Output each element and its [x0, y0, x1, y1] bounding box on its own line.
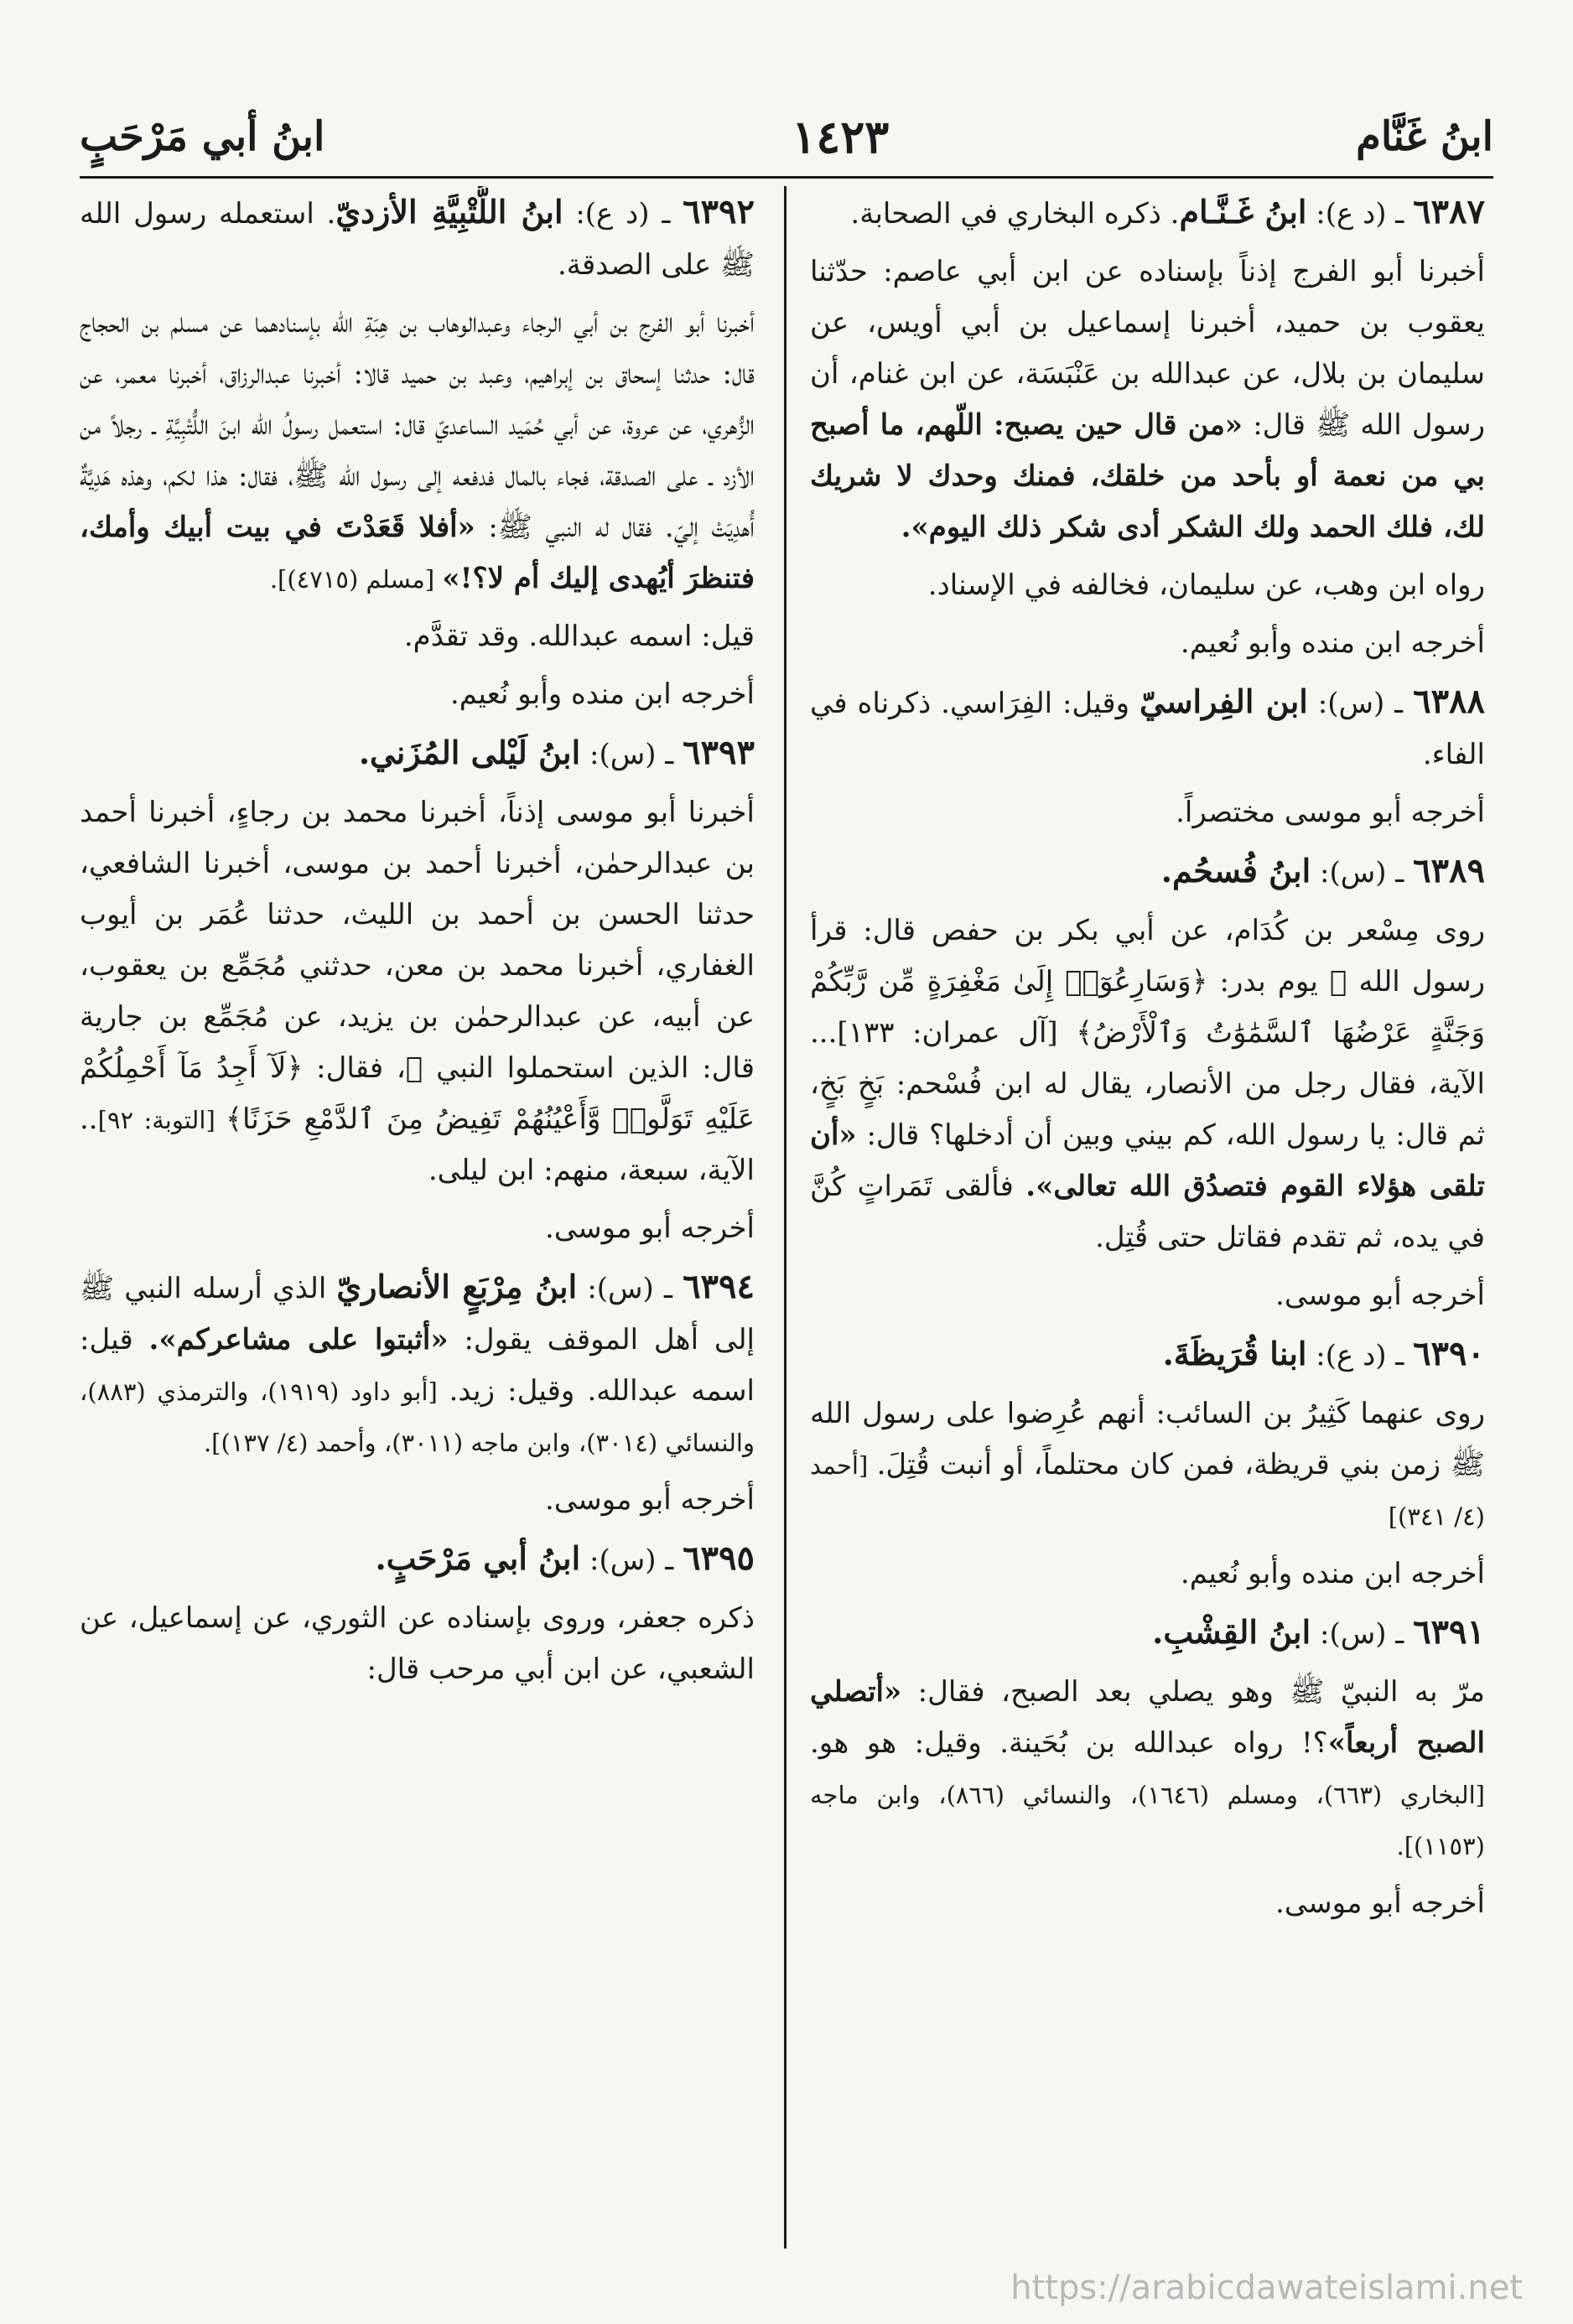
paragraph: أخرجه أبو موسى.	[545, 1483, 755, 1517]
entry-name: ابن الفِراسيّ	[1140, 682, 1308, 720]
paragraph	[810, 1667, 1485, 1871]
paragraph: أخرجه أبو موسى مختصراً.	[1176, 796, 1485, 829]
entry-6388	[810, 676, 1485, 838]
narration-text: أخبرنا أبو الفرج إذناً بإسناده عن ابن أبي عاصم: حدّثنا يعقوب بن حميد، أخبرنا إسماعيل بن أبي أويس، عن سليمان بن بلال، عن عبدالله بن عَنْبَسَة، عن ابن غنام، أن رسول الله ﷺ قال:	[810, 255, 1485, 442]
entry-heading	[810, 186, 1485, 240]
source-reference: [مسلم (٤٧١٥)].	[269, 565, 443, 594]
entry-code: ـ (د ع):	[1306, 1339, 1414, 1372]
entry-heading	[80, 1261, 755, 1468]
paragraph: أخرجه أبو موسى.	[545, 1211, 755, 1245]
paragraph	[810, 246, 1485, 553]
entry-heading	[810, 1328, 1485, 1382]
paragraph: أخرجه ابن منده وأبو نُعيم.	[1180, 1557, 1485, 1590]
paragraph: قيل: اسمه عبدالله. وقد تقدَّم.	[403, 620, 755, 653]
narration-text: مرّ به النبيّ ﷺ وهو يصلي بعد الصبح، فقال:	[901, 1675, 1485, 1709]
entry-number: ٦٣٩٠	[1413, 1334, 1485, 1373]
entry-number: ٦٣٩٥	[683, 1538, 755, 1578]
entry-6390	[810, 1328, 1485, 1600]
entry-code: ـ (س):	[1311, 856, 1414, 890]
paragraph	[80, 298, 755, 604]
source-reference: [أبو داود (١٩١٩)، والترمذي (٨٨٣)، والنسائي (٣٠١٤)، وابن ماجه (٣٠١١)، وأحمد (٤/ ١٣٧)].	[80, 1377, 755, 1457]
source-reference: [أحمد (٤/ ٣٤١)]	[810, 1451, 1485, 1531]
entry-name: ابنُ غَـنَّـام	[1179, 193, 1307, 231]
entry-description: . ذكره البخاري في الصحابة.	[850, 197, 1180, 231]
entry-code: ـ (س):	[577, 1272, 683, 1305]
entry-number: ٦٣٩٤	[683, 1267, 755, 1306]
entry-code: ـ (د ع):	[1306, 197, 1414, 231]
entry-heading	[80, 1533, 755, 1586]
entry-name: ابنُ القِشْبِ.	[1152, 1613, 1311, 1651]
entry-6387	[810, 186, 1485, 669]
paragraph: أخرجه أبو موسى.	[1275, 1279, 1485, 1312]
entry-code: ـ (د ع):	[563, 197, 683, 231]
running-header	[80, 96, 1493, 179]
narration-text: روى مِسْعر بن كُدَام، عن أبي بكر بن حفص قال: قرأ رسول الله ﷺ يوم بدر: ﴿وَسَارِعُوٓا۟ إِلَىٰ مَغْفِرَةٍ مِّن رَّبِّكُمْ وَجَنَّةٍ عَرْضُهَا ٱلسَّمَٰوَٰتُ وَٱلْأَرْضُ﴾ [آل عمران: ١٣٣]... الآية، فقال رجل من الأنصار، يقال له ابن فُسْحم: بَخٍ بَخٍ، ثم قال: يا رسول الله، كم بيني وبين أن أدخلها؟ قال:	[810, 914, 1485, 1152]
narration-text: ؟! رواه عبدالله بن بُحَينة. وقيل: هو هو.	[810, 1726, 1328, 1760]
paragraph: أخرجه أبو موسى.	[1275, 1886, 1485, 1920]
entry-description: قيل: اسمه عبدالله. وقيل: زيد.	[80, 1323, 755, 1408]
paragraph	[810, 905, 1485, 1263]
entry-description: وقيل: الفِرَاسي. ذكرناه في الفاء.	[810, 687, 1485, 771]
source-reference: [البخاري (٦٦٣)، ومسلم (١٦٤٦)، والنسائي (٨٦٦)، وابن ماجه (١١٥٣)].	[810, 1781, 1485, 1860]
paragraph: رواه ابن وهب، عن سليمان، فخالفه في الإسناد.	[927, 568, 1485, 602]
page-number: ١٤٢٣	[792, 109, 890, 163]
entry-heading	[80, 186, 755, 291]
paragraph: أخرجه ابن منده وأبو نُعيم.	[449, 677, 755, 711]
entry-number: ٦٣٩٢	[683, 192, 755, 231]
entry-code: ـ (س):	[580, 1543, 683, 1577]
entry-heading	[810, 1606, 1485, 1660]
entry-heading	[810, 676, 1485, 781]
entry-code: ـ (س):	[580, 738, 683, 771]
entry-name: ابنُ مِرْبَعٍ الأنصاريّ	[336, 1268, 578, 1305]
entry-code: ـ (س):	[1311, 1617, 1414, 1651]
hadith-quote: «أتصلي الصبح أربعاً»	[810, 1675, 1485, 1760]
entry-name: ابنُ أبي مَرْحَبٍ.	[375, 1539, 581, 1577]
header-right-title: ابنُ غَنَّام	[1356, 112, 1493, 160]
entry-number: ٦٣٩١	[1413, 1612, 1485, 1652]
entry-code: ـ (س):	[1307, 687, 1414, 720]
narration-text: أخبرنا أبو الفرج بن أبي الرجاء وعبدالوهاب بن هِبَةِ الله بإسنادهما عن مسلم بن الحجاج قال: حدثنا إسحاق بن إبراهيم، وعبد بن حميد قالا: أخبرنا عبدالرزاق، أخبرنا معمر، عن الزُّهري، عن عروة، عن أبي حُمَيد الساعديّ قال: استعمل رسولُ الله ابنَ اللُّتْبِيَّةِ ـ رجلاً من الأزد ـ على الصدقة، فجاء بالمال فدفعه إلى رسول الله ﷺ، فقال: هذا لكم، وهذه هَدِيَّةٌ أُهدِيَتْ إليّ. فقال له النبي ﷺ:	[80, 306, 755, 544]
right-column	[810, 186, 1485, 2257]
entry-6395	[80, 1533, 755, 1695]
entry-name: ابنا قُرَيظَةَ.	[1162, 1335, 1307, 1372]
paragraph	[810, 1388, 1485, 1542]
entry-name: ابنُ اللُّتْبِيَّةِ الأزديّ	[335, 193, 563, 231]
entry-number: ٦٣٨٨	[1413, 682, 1485, 721]
header-left-title: ابنُ أبي مَرْحَبٍ	[80, 112, 325, 160]
source-reference: [التوبة: ٩٢]	[97, 1106, 226, 1134]
entry-6392	[80, 186, 755, 720]
entry-name: ابنُ لَيْلى المُزَني.	[358, 734, 581, 771]
entry-heading	[810, 845, 1485, 899]
paragraph: أخرجه ابن منده وأبو نُعيم.	[1180, 626, 1485, 660]
entry-description: . استعمله رسول الله ﷺ على الصدقة.	[80, 197, 755, 282]
paragraph	[80, 787, 755, 1196]
entry-6391	[810, 1606, 1485, 1929]
hadith-quote: «من قال حين يصبح: اللّهم، ما أصبح بي من نعمة أو بأحد من خلقك، فمنك وحدك لا شريك لك، فلك الحمد ولك الشكر أدى شكر ذلك اليوم».	[810, 408, 1485, 544]
column-divider	[784, 186, 786, 2249]
entry-name: ابنُ فُسحُم.	[1160, 852, 1311, 890]
entry-number: ٦٣٨٧	[1413, 192, 1485, 231]
entry-6394	[80, 1261, 755, 1526]
left-column	[80, 186, 755, 2257]
entry-6393	[80, 727, 755, 1254]
quran-quote: ﴿لَآ أَجِدُ مَآ أَحْمِلُكُمْ عَلَيْهِ تَوَلَّوا۟ وَّأَعْيُنُهُمْ تَفِيضُ مِنَ ٱلدَّمْعِ حَزَنًا﴾	[80, 1051, 755, 1136]
entry-description: الذي أرسله النبي ﷺ إلى أهل الموقف يقول:	[80, 1272, 755, 1357]
hadith-quote: «أن تلقى هؤلاء القوم فتصدُق الله تعالى».	[810, 1118, 1485, 1203]
hadith-quote: «أثبتوا على مشاعركم».	[148, 1323, 449, 1357]
narration-text: فألقى تَمَراتٍ كُنَّ في يده، ثم تقدم فقاتل حتى قُتِل.	[810, 1170, 1485, 1254]
paragraph: ذكره جعفر، وروى بإسناده عن الثوري، عن إسماعيل، عن الشعبي، عن ابن أبي مرحب قال:	[80, 1601, 755, 1686]
narration-text: روى عنهما كَثِيرُ بن السائب: أنهم عُرِضوا على رسول الله ﷺ زمن بني قريظة، فمن كان محتلماً، أو أنبت قُتِلَ.	[810, 1397, 1485, 1481]
entry-heading	[80, 727, 755, 781]
narration-text: أخبرنا أبو موسى إذناً، أخبرنا محمد بن رجاءٍ، أخبرنا أحمد بن عبدالرحمٰن، أخبرنا أحمد بن موسى، أخبرنا الشافعي، حدثنا الحسن بن أحمد بن الليث، حدثنا عُمَر بن أيوب الغفاري، أخبرنا محمد بن معن، حدثني مُجَمِّع بن يعقوب، عن أبيه، عن عبدالرحمٰن بن يزيد، عن مُجَمِّع بن جارية قال: الذين استحملوا النبي ﷺ، فقال:	[80, 796, 755, 1085]
narration-text: .. الآية، سبعة، منهم: ابن ليلى.	[80, 1102, 755, 1187]
entry-6389	[810, 845, 1485, 1321]
hadith-quote: «أفلا قَعَدْتَ في بيت أبيك وأمك، فتنظرَ أيُهدى إليك أم لا؟!»	[80, 511, 755, 595]
website-watermark: https://arabicdawateislami.net	[1010, 2269, 1523, 2307]
entry-number: ٦٣٩٣	[683, 733, 755, 772]
entry-number: ٦٣٨٩	[1413, 851, 1485, 890]
